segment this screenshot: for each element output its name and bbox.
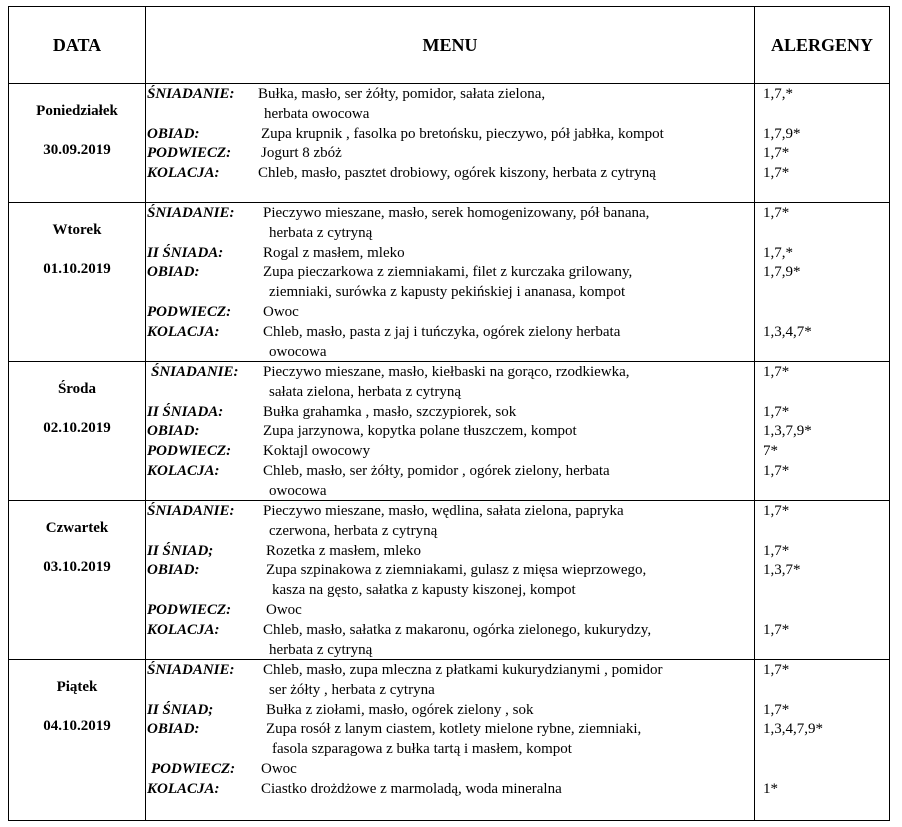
meal-label: II ŚNIADA: bbox=[147, 403, 224, 420]
header-menu: MENU bbox=[422, 34, 478, 55]
row-divider bbox=[9, 83, 889, 84]
day-date: 04.10.2019 bbox=[43, 718, 111, 734]
allergen-codes: 1,7* bbox=[763, 701, 790, 718]
day-date: 03.10.2019 bbox=[43, 559, 111, 575]
allergen-codes: 1,7,* bbox=[763, 244, 793, 261]
meal-description: Chleb, masło, zupa mleczna z płatkami kukurydzianymi , pomidor bbox=[263, 662, 663, 678]
allergen-codes: 1* bbox=[763, 780, 778, 797]
row-divider bbox=[9, 500, 889, 501]
meal-label: OBIAD: bbox=[147, 423, 200, 440]
meal-description: Zupa pieczarkowa z ziemniakami, filet z kurczaka grilowany, bbox=[263, 264, 633, 281]
meal-description: Zupa szpinakowa z ziemniakami, gulasz z mięsa wieprzowego, bbox=[266, 562, 647, 579]
meal-label: KOLACJA: bbox=[147, 621, 220, 638]
column-divider bbox=[145, 7, 146, 820]
allergen-codes: 1,3,4,7,9* bbox=[763, 721, 823, 738]
allergen-codes: 1,7* bbox=[763, 662, 790, 678]
meal-label: KOLACJA: bbox=[147, 780, 220, 797]
allergen-codes: 1,7* bbox=[763, 503, 790, 519]
meal-description: czerwona, herbata z cytryną bbox=[269, 522, 438, 539]
day-name: Wtorek bbox=[52, 222, 102, 238]
allergen-codes: 1,3,7* bbox=[763, 562, 801, 579]
day-date: 30.09.2019 bbox=[43, 142, 111, 158]
allergen-codes: 1,7* bbox=[763, 542, 790, 559]
meal-label: OBIAD: bbox=[147, 562, 200, 579]
meal-description: kasza na gęsto, sałatka z kapusty kiszonej, kompot bbox=[272, 582, 576, 599]
menu-table bbox=[8, 6, 890, 821]
meal-label: ŚNIADANIE: bbox=[147, 662, 235, 678]
meal-label: PODWIECZ: bbox=[147, 145, 232, 162]
row-divider bbox=[9, 361, 889, 362]
meal-description: herbata z cytryną bbox=[269, 224, 373, 241]
meal-description: Chleb, masło, ser żółty, pomidor , ogórek zielony, herbata bbox=[263, 463, 610, 479]
meal-description: Owoc bbox=[261, 761, 297, 777]
column-divider bbox=[754, 7, 755, 820]
meal-description: Ciastko drożdżowe z marmoladą, woda mineralna bbox=[261, 780, 562, 797]
day-date: 01.10.2019 bbox=[43, 261, 111, 277]
meal-description: Koktajl owocowy bbox=[263, 443, 371, 460]
day-name: Środa bbox=[57, 381, 97, 397]
allergen-codes: 1,7* bbox=[763, 403, 790, 420]
meal-description: Rogal z masłem, mleko bbox=[263, 244, 405, 261]
meal-description: Bułka z ziołami, masło, ogórek zielony , sok bbox=[266, 701, 534, 718]
meal-description: owocowa bbox=[269, 343, 327, 360]
allergen-codes: 1,7* bbox=[763, 463, 790, 479]
meal-description: fasola szparagowa z bułka tartą i masłem, kompot bbox=[272, 741, 572, 758]
row-divider bbox=[9, 659, 889, 660]
allergen-codes: 1,7,9* bbox=[763, 125, 801, 142]
allergen-codes: 1,7* bbox=[763, 165, 790, 182]
meal-label: II ŚNIADA: bbox=[147, 244, 224, 261]
meal-label: PODWIECZ: bbox=[147, 443, 232, 460]
meal-label: II ŚNIAD; bbox=[147, 701, 214, 718]
meal-description: Chleb, masło, pasztet drobiowy, ogórek kiszony, herbata z cytryną bbox=[258, 165, 656, 182]
day-date: 02.10.2019 bbox=[43, 420, 111, 436]
allergen-codes: 1,3,4,7* bbox=[763, 323, 812, 340]
meal-description: herbata owocowa bbox=[264, 105, 370, 122]
meal-description: Zupa jarzynowa, kopytka polane tłuszczem, kompot bbox=[263, 423, 577, 440]
meal-description: ser żółty , herbata z cytryna bbox=[269, 681, 435, 698]
day-name: Czwartek bbox=[45, 520, 109, 536]
day-name: Piątek bbox=[56, 679, 98, 695]
meal-description: Owoc bbox=[266, 602, 302, 618]
row-divider bbox=[9, 202, 889, 203]
meal-description: Zupa rosół z lanym ciastem, kotlety mielone rybne, ziemniaki, bbox=[266, 721, 642, 738]
meal-description: Pieczywo mieszane, masło, wędlina, sałata zielona, papryka bbox=[263, 503, 624, 519]
allergen-codes: 1,7* bbox=[763, 621, 790, 638]
meal-label: KOLACJA: bbox=[147, 323, 220, 340]
meal-label: PODWIECZ: bbox=[151, 761, 236, 777]
meal-label: II ŚNIAD; bbox=[147, 542, 214, 559]
meal-label: ŚNIADANIE: bbox=[151, 364, 239, 380]
meal-label: ŚNIADANIE: bbox=[147, 205, 235, 221]
header-allergens: ALERGENY bbox=[770, 34, 873, 55]
allergen-codes: 1,7,9* bbox=[763, 264, 801, 281]
meal-label: PODWIECZ: bbox=[147, 304, 232, 320]
allergen-codes: 1,7* bbox=[763, 364, 790, 380]
meal-description: Pieczywo mieszane, masło, serek homogenizowany, pół banana, bbox=[263, 205, 650, 221]
meal-label: KOLACJA: bbox=[147, 463, 220, 479]
meal-description: sałata zielona, herbata z cytryną bbox=[269, 383, 461, 400]
header-data: DATA bbox=[52, 34, 102, 55]
meal-description: ziemniaki, surówka z kapusty pekińskiej i ananasa, kompot bbox=[269, 284, 626, 301]
meal-label: OBIAD: bbox=[147, 264, 200, 281]
day-name: Poniedziałek bbox=[36, 103, 118, 119]
meal-description: Bułka, masło, ser żółty, pomidor, sałata zielona, bbox=[258, 86, 546, 102]
meal-description: Zupa krupnik , fasolka po bretońsku, pieczywo, pół jabłka, kompot bbox=[261, 125, 664, 142]
meal-label: ŚNIADANIE: bbox=[147, 86, 235, 102]
meal-label: PODWIECZ: bbox=[147, 602, 232, 618]
meal-label: OBIAD: bbox=[147, 721, 200, 738]
meal-label: ŚNIADANIE: bbox=[147, 503, 235, 519]
meal-description: herbata z cytryną bbox=[269, 641, 373, 658]
meal-description: Pieczywo mieszane, masło, kiełbaski na gorąco, rzodkiewka, bbox=[263, 364, 630, 380]
meal-label: OBIAD: bbox=[147, 125, 200, 142]
meal-description: Chleb, masło, pasta z jaj i tuńczyka, ogórek zielony herbata bbox=[263, 323, 621, 340]
meal-description: owocowa bbox=[269, 482, 327, 499]
meal-description: Chleb, masło, sałatka z makaronu, ogórka zielonego, kukurydzy, bbox=[263, 621, 652, 638]
allergen-codes: 1,7* bbox=[763, 145, 790, 162]
meal-description: Rozetka z masłem, mleko bbox=[266, 542, 421, 559]
meal-description: Bułka grahamka , masło, szczypiorek, sok bbox=[263, 403, 517, 420]
meal-description: Jogurt 8 zbóż bbox=[261, 145, 342, 162]
allergen-codes: 7* bbox=[763, 443, 778, 460]
allergen-codes: 1,7* bbox=[763, 205, 790, 221]
allergen-codes: 1,7,* bbox=[763, 86, 793, 102]
meal-description: Owoc bbox=[263, 304, 299, 320]
meal-label: KOLACJA: bbox=[147, 165, 220, 182]
allergen-codes: 1,3,7,9* bbox=[763, 423, 812, 440]
